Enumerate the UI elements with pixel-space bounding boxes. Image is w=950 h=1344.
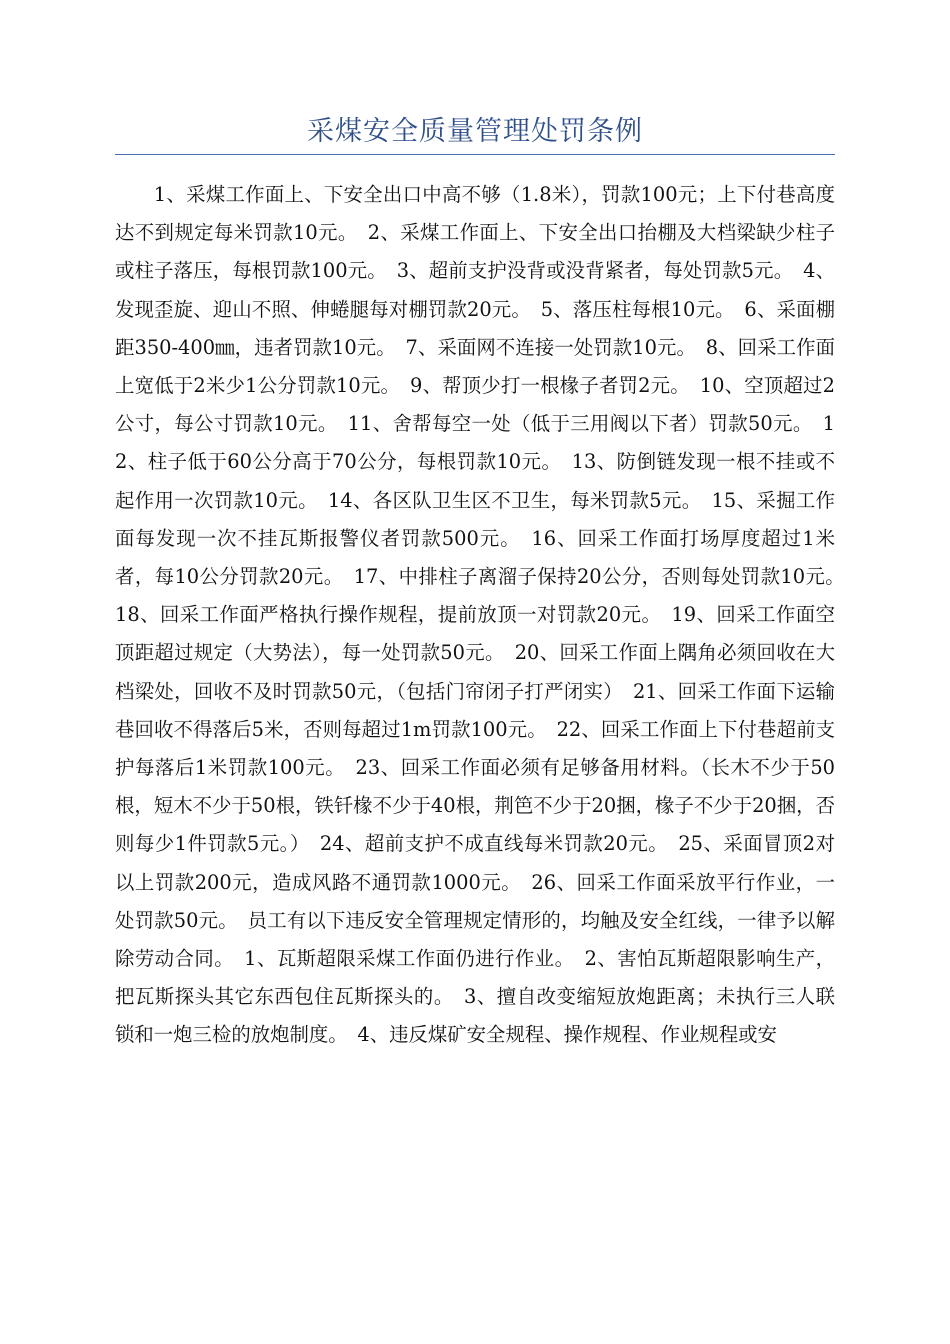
body-paragraph: 1、采煤工作面上、下安全出口中高不够（1.8米），罚款100元；上下付巷高度达不到规定每米罚款10元。 2、采煤工作面上、下安全出口抬棚及大档梁缺少柱子或柱子落压，每根罚款100元。 3、超前支护没背或没背紧者，每处罚款5元。 4、发现歪旋、迎山不照、伸蜷腿每对棚罚款20元。 5、落压柱每根10元。 6、采面棚距350-400㎜，违者罚款10元。 7、采面网不连接一处罚款10元。 8、回采工作面上宽低于2米少1公分罚款10元。 9、帮顶少打一根椽子者罚2元。 10、空顶超过2公寸，每公寸罚款10元。 11、舍帮每空一处（低于三用阀以下者）罚款50元。 12、柱子低于60公分高于70公分，每根罚款10元。 13、防倒链发现一根不挂或不起作用一次罚款10元。 14、各区队卫生区不卫生，每米罚款5元。 15、采掘工作面每发现一次不挂瓦斯报警仪者罚款500元。 16、回采工作面打场厚度超过1米者，每10公分罚款20元。 17、中排柱子离溜子保持20公分，否则每处罚款10元。 18、回采工作面严格执行操作规程，提前放顶一对罚款20元。 19、回采工作面空顶距超过规定（大势法），每一处罚款50元。 20、回采工作面上隅角必须回收在大档梁处，回收不及时罚款50元，（包括门帘闭子打严闭实） 21、回采工作面下运输巷回收不得落后5米，否则每超过1m罚款100元。 22、回采工作面上下付巷超前支护每落后1米罚款100元。 23、回采工作面必须有足够备用材料。（长木不少于50根，短木不少于50根，铁钎椽不少于40根，荆笆不少于20捆，椽子不少于20捆，否则每少1件罚款5元。） 24、超前支护不成直线每米罚款20元。 25、采面冒顶2对以上罚款200元，造成风路不通罚款1000元。 26、回采工作面采放平行作业，一处罚款50元。 员工有以下违反安全管理规定情形的，均触及安全红线，一律予以解除劳动合同。 1、瓦斯超限采煤工作面仍进行作业。 2、害怕瓦斯超限影响生产，把瓦斯探头其它东西包住瓦斯探头的。 3、擅自改变缩短放炮距离；未执行三人联锁和一炮三检的放炮制度。 4、违反煤矿安全规程、操作规程、作业规程或安 — [115, 183, 855, 1047]
title-underline — [115, 154, 835, 155]
page-title: 采煤安全质量管理处罚条例 — [307, 116, 643, 147]
